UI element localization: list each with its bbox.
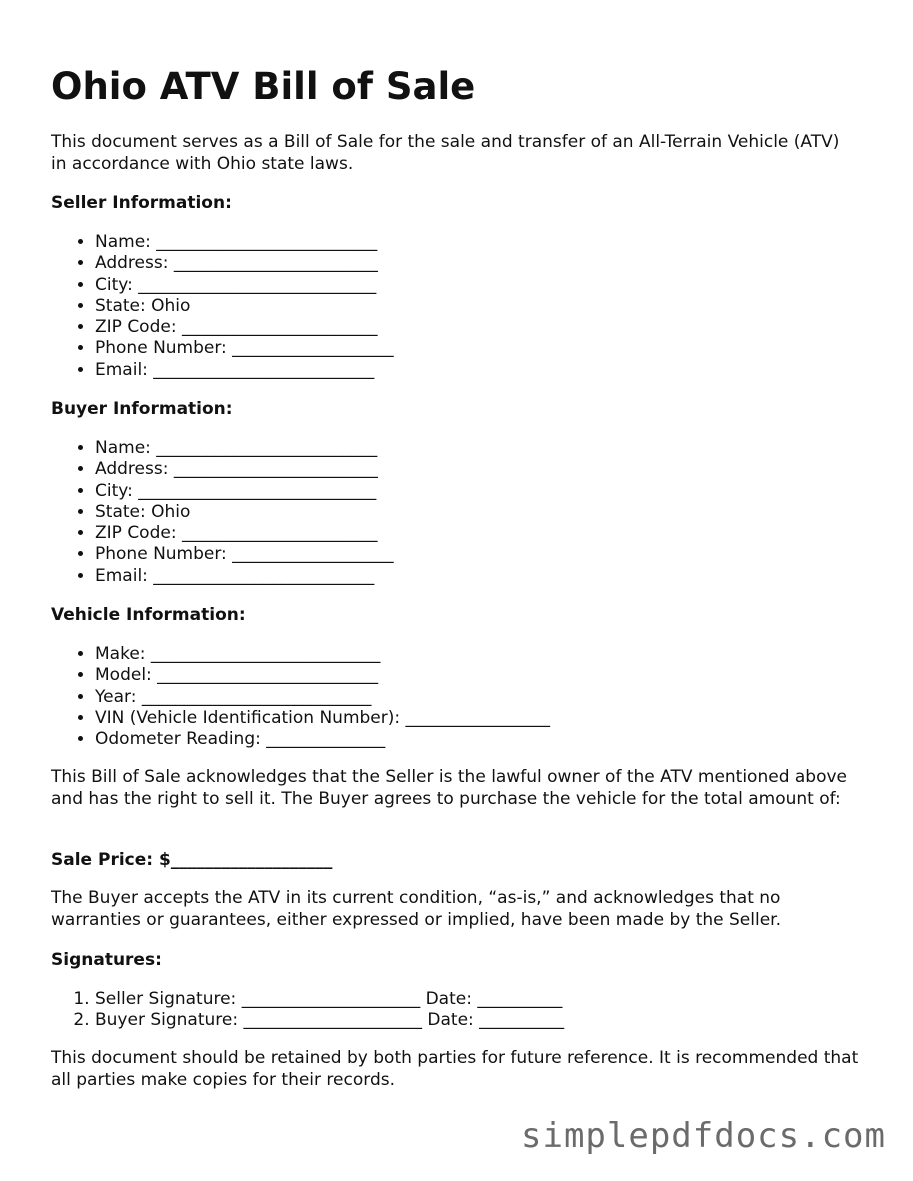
buyer-signature-line: 2. Buyer Signature: _____________________ Date: __________ xyxy=(95,1010,564,1031)
seller-name-field: • Name: __________________________ xyxy=(95,232,394,253)
vehicle-make-field: • Make: ___________________________ xyxy=(95,644,550,665)
seller-address-field: • Address: ________________________ xyxy=(95,253,394,274)
buyer-fields xyxy=(51,438,394,587)
seller-state-field: • State: Ohio xyxy=(95,296,394,317)
acknowledgement-paragraph: This Bill of Sale acknowledges that the Seller is the lawful owner of the ATV mentioned above and has the right to sell it. The Buyer agrees to purchase the vehicle for the total amount of: xyxy=(51,767,848,809)
signatures-heading: Signatures: xyxy=(51,950,162,970)
buyer-address-field: • Address: ________________________ xyxy=(95,459,394,480)
vehicle-year-field: • Year: ___________________________ xyxy=(95,687,550,708)
buyer-city-field: • City: ____________________________ xyxy=(95,481,394,502)
buyer-heading: Buyer Information: xyxy=(51,399,233,419)
vehicle-odometer-field: • Odometer Reading: ______________ xyxy=(95,729,550,750)
retention-paragraph: This document should be retained by both parties for future reference. It is recommended that all parties make copies for their records. xyxy=(51,1048,859,1090)
seller-zip-field: • ZIP Code: _______________________ xyxy=(95,317,394,338)
vehicle-vin-field: • VIN (Vehicle Identification Number): _________________ xyxy=(95,708,550,729)
seller-phone-field: • Phone Number: ___________________ xyxy=(95,338,394,359)
buyer-state-field: • State: Ohio xyxy=(95,502,394,523)
document-title: Ohio ATV Bill of Sale xyxy=(51,65,476,108)
seller-city-field: • City: ____________________________ xyxy=(95,275,394,296)
buyer-zip-field: • ZIP Code: _______________________ xyxy=(95,523,394,544)
condition-paragraph: The Buyer accepts the ATV in its current condition, “as-is,” and acknowledges that no warranties or guarantees, either expressed or implied, have been made by the Seller. xyxy=(51,888,781,930)
buyer-name-field: • Name: __________________________ xyxy=(95,438,394,459)
vehicle-model-field: • Model: __________________________ xyxy=(95,665,550,686)
vehicle-heading: Vehicle Information: xyxy=(51,605,246,625)
seller-fields xyxy=(51,232,394,381)
buyer-phone-field: • Phone Number: ___________________ xyxy=(95,544,394,565)
intro-paragraph: This document serves as a Bill of Sale for the sale and transfer of an All-Terrain Vehicle (ATV) in accordance with Ohio state laws. xyxy=(51,132,840,174)
seller-heading: Seller Information: xyxy=(51,193,232,213)
signatures-list xyxy=(51,989,564,1032)
watermark-logo: simplepdfdocs.com xyxy=(521,1116,886,1156)
seller-email-field: • Email: __________________________ xyxy=(95,360,394,381)
buyer-email-field: • Email: __________________________ xyxy=(95,566,394,587)
sale-price: Sale Price: $___________________ xyxy=(51,850,333,870)
seller-signature-line: 1. Seller Signature: _____________________ Date: __________ xyxy=(95,989,564,1010)
vehicle-fields xyxy=(51,644,550,750)
